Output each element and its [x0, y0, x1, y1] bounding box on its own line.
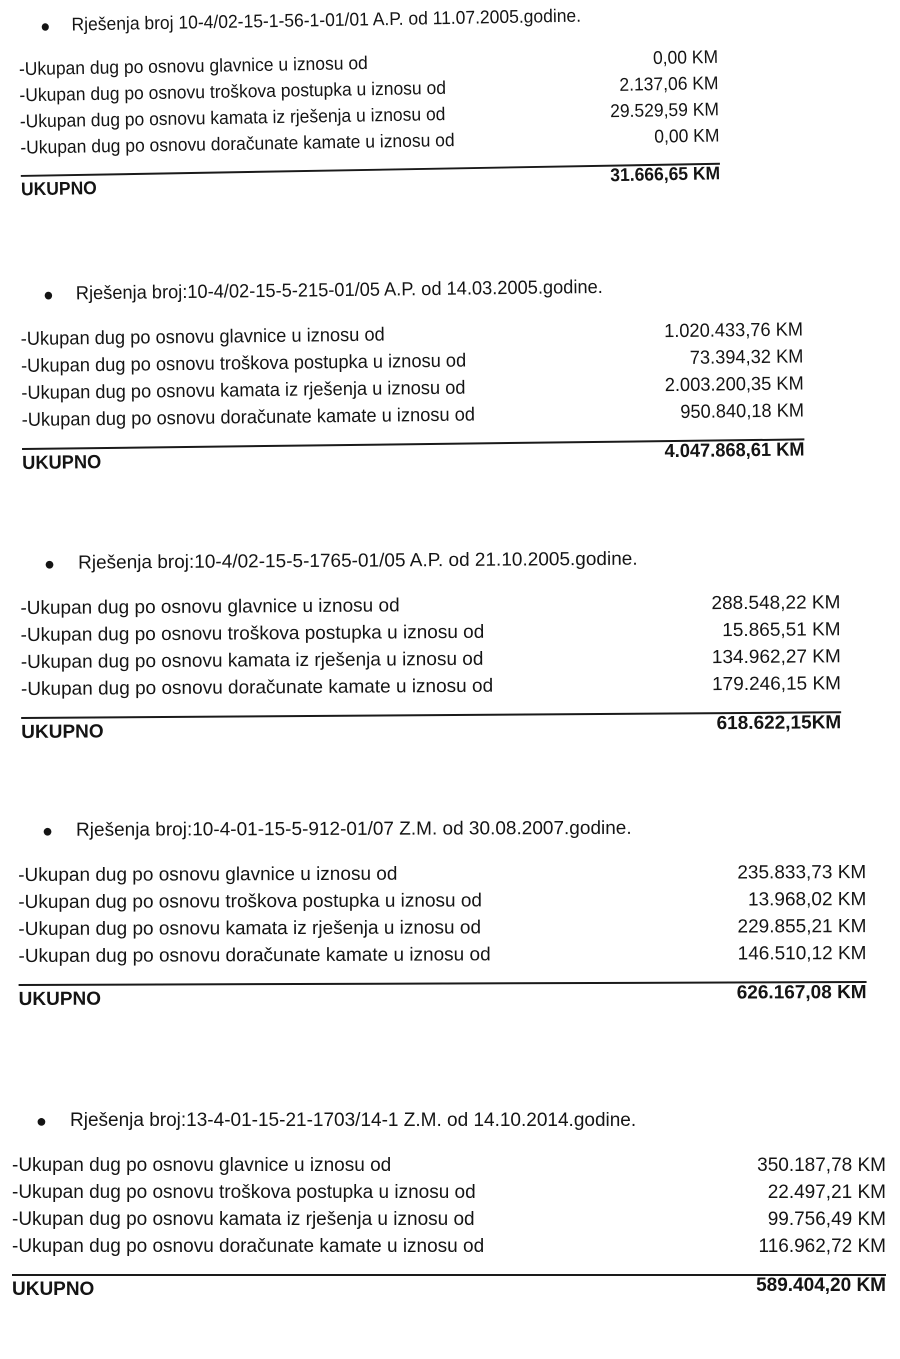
section-heading — [20, 545, 840, 577]
total-label: UKUPNO — [21, 721, 104, 743]
debt-row-label: -Ukupan dug po osnovu doračunate kamate u iznosu od — [21, 404, 476, 431]
section-heading-text: Rješenja broj:10-4-01-15-5-912-01/07 Z.M. od 30.08.2007.godine. — [76, 817, 632, 841]
debt-row-amount: 99.756,49 KM — [767, 1209, 886, 1230]
total-label: UKUPNO — [20, 178, 97, 201]
debt-rows — [12, 1152, 886, 1260]
debt-rows — [20, 589, 841, 703]
total-value: 589.404,20 KM — [756, 1275, 886, 1296]
total-row — [21, 713, 841, 747]
debt-row-label: -Ukupan dug po osnovu troškova postupka u iznosu od — [19, 78, 447, 107]
debt-row-label: -Ukupan dug po osnovu glavnice u iznosu od — [12, 1155, 392, 1176]
debt-row-label: -Ukupan dug po osnovu kamata iz rješenja u iznosu od — [21, 377, 466, 404]
section-heading-text: Rješenja broj 10-4/02-15-1-56-1-01/01 A.P. od 11.07.2005.godine. — [71, 6, 582, 36]
debt-row-amount: 235.833,73 KM — [737, 862, 867, 884]
debt-row-amount: 73.394,32 KM — [689, 346, 804, 369]
section-heading-text: Rješenja broj:10-4/02-15-5-1765-01/05 A.P. od 21.10.2005.godine. — [78, 548, 638, 574]
debt-row — [12, 1233, 886, 1260]
debt-row-amount: 13.968,02 KM — [747, 889, 867, 911]
debt-row-label: -Ukupan dug po osnovu glavnice u iznosu od — [18, 863, 398, 886]
debt-row — [18, 940, 866, 970]
debt-rows — [19, 44, 720, 161]
debt-rows — [21, 316, 805, 434]
debt-row-amount: 0,00 KM — [654, 125, 720, 148]
debt-row-label: -Ukupan dug po osnovu kamata iz rješenja u iznosu od — [20, 648, 484, 673]
debt-row-amount: 0,00 KM — [652, 47, 719, 69]
debt-row-label: -Ukupan dug po osnovu kamata iz rješenja u iznosu od — [12, 1209, 475, 1230]
total-row — [12, 1276, 886, 1304]
section-heading-text: Rješenja broj:13-4-01-15-21-1703/14-1 Z.M. od 14.10.2014.godine. — [70, 1110, 637, 1131]
debt-row-label: -Ukupan dug po osnovu kamata iz rješenja u iznosu od — [18, 917, 482, 940]
debt-row — [12, 1152, 886, 1179]
total-value: 618.622,15KM — [716, 712, 842, 735]
debt-row-label: -Ukupan dug po osnovu troškova postupka u iznosu od — [18, 890, 483, 913]
total-value: 4.047.868,61 KM — [664, 439, 805, 463]
debt-section — [18, 2, 720, 204]
bullet-icon: ● — [44, 553, 56, 574]
debt-row-amount: 288.548,22 KM — [711, 592, 841, 615]
debt-row-amount: 29.529,59 KM — [609, 99, 720, 123]
debt-row-amount: 116.962,72 KM — [758, 1236, 886, 1257]
debt-row-label: -Ukupan dug po osnovu kamata iz rješenja u iznosu od — [19, 104, 446, 133]
debt-row-label: -Ukupan dug po osnovu glavnice u iznosu od — [20, 595, 400, 619]
debt-row-amount: 229.855,21 KM — [737, 916, 867, 938]
debt-row-amount: 22.497,21 KM — [767, 1182, 886, 1203]
debt-row-label: -Ukupan dug po osnovu troškova postupka u iznosu od — [20, 350, 467, 377]
debt-row-label: -Ukupan dug po osnovu troškova postupka u iznosu od — [12, 1182, 476, 1203]
section-heading — [12, 1108, 886, 1134]
debt-row — [21, 670, 841, 703]
section-heading — [18, 2, 718, 39]
debt-section — [20, 545, 841, 747]
total-value: 31.666,65 KM — [610, 163, 721, 187]
total-row — [21, 165, 721, 204]
debt-row-amount: 134.962,27 KM — [711, 646, 841, 669]
debt-row-label: -Ukupan dug po osnovu doračunate kamate u iznosu od — [12, 1236, 485, 1257]
bullet-icon: ● — [40, 16, 51, 36]
debt-row-amount: 15.865,51 KM — [722, 619, 841, 642]
total-label: UKUPNO — [12, 1279, 95, 1300]
bullet-icon: ● — [42, 820, 53, 841]
debt-section — [20, 272, 805, 478]
total-label: UKUPNO — [18, 988, 102, 1010]
debt-row — [18, 859, 866, 889]
debt-row — [12, 1206, 886, 1233]
bullet-icon: ● — [43, 284, 54, 305]
total-value: 626.167,08 KM — [736, 982, 867, 1004]
debt-row-amount: 350.187,78 KM — [757, 1155, 886, 1176]
debt-row-label: -Ukupan dug po osnovu doračunate kamate u iznosu od — [20, 675, 494, 700]
section-heading — [18, 815, 866, 844]
debt-section — [12, 1108, 886, 1304]
debt-row — [12, 1179, 886, 1206]
bullet-icon: ● — [36, 1111, 47, 1131]
debt-row-amount: 179.246,15 KM — [712, 673, 842, 696]
debt-row — [18, 886, 866, 916]
section-heading — [20, 272, 803, 308]
debt-row-label: -Ukupan dug po osnovu glavnice u iznosu od — [20, 324, 385, 350]
debt-row-label: -Ukupan dug po osnovu troškova postupka u iznosu od — [20, 621, 485, 646]
debt-section — [18, 815, 867, 1014]
debt-row-amount: 1.020.433,76 KM — [663, 319, 804, 343]
total-label: UKUPNO — [22, 452, 102, 474]
total-row — [19, 983, 867, 1014]
debt-row-amount: 2.003.200,35 KM — [664, 373, 804, 397]
debt-row-amount: 2.137,06 KM — [619, 73, 719, 96]
debt-row — [18, 913, 866, 943]
debt-row-amount: 146.510,12 KM — [737, 943, 867, 965]
debt-row-label: -Ukupan dug po osnovu doračunate kamate u iznosu od — [20, 130, 455, 159]
debt-row-label: -Ukupan dug po osnovu doračunate kamate u iznosu od — [18, 944, 491, 967]
debt-rows — [18, 859, 866, 970]
section-heading-text: Rješenja broj:10-4/02-15-5-215-01/05 A.P. od 14.03.2005.godine. — [75, 276, 603, 305]
debt-row-amount: 950.840,18 KM — [680, 400, 805, 423]
debt-row-label: -Ukupan dug po osnovu glavnice u iznosu od — [18, 53, 368, 80]
